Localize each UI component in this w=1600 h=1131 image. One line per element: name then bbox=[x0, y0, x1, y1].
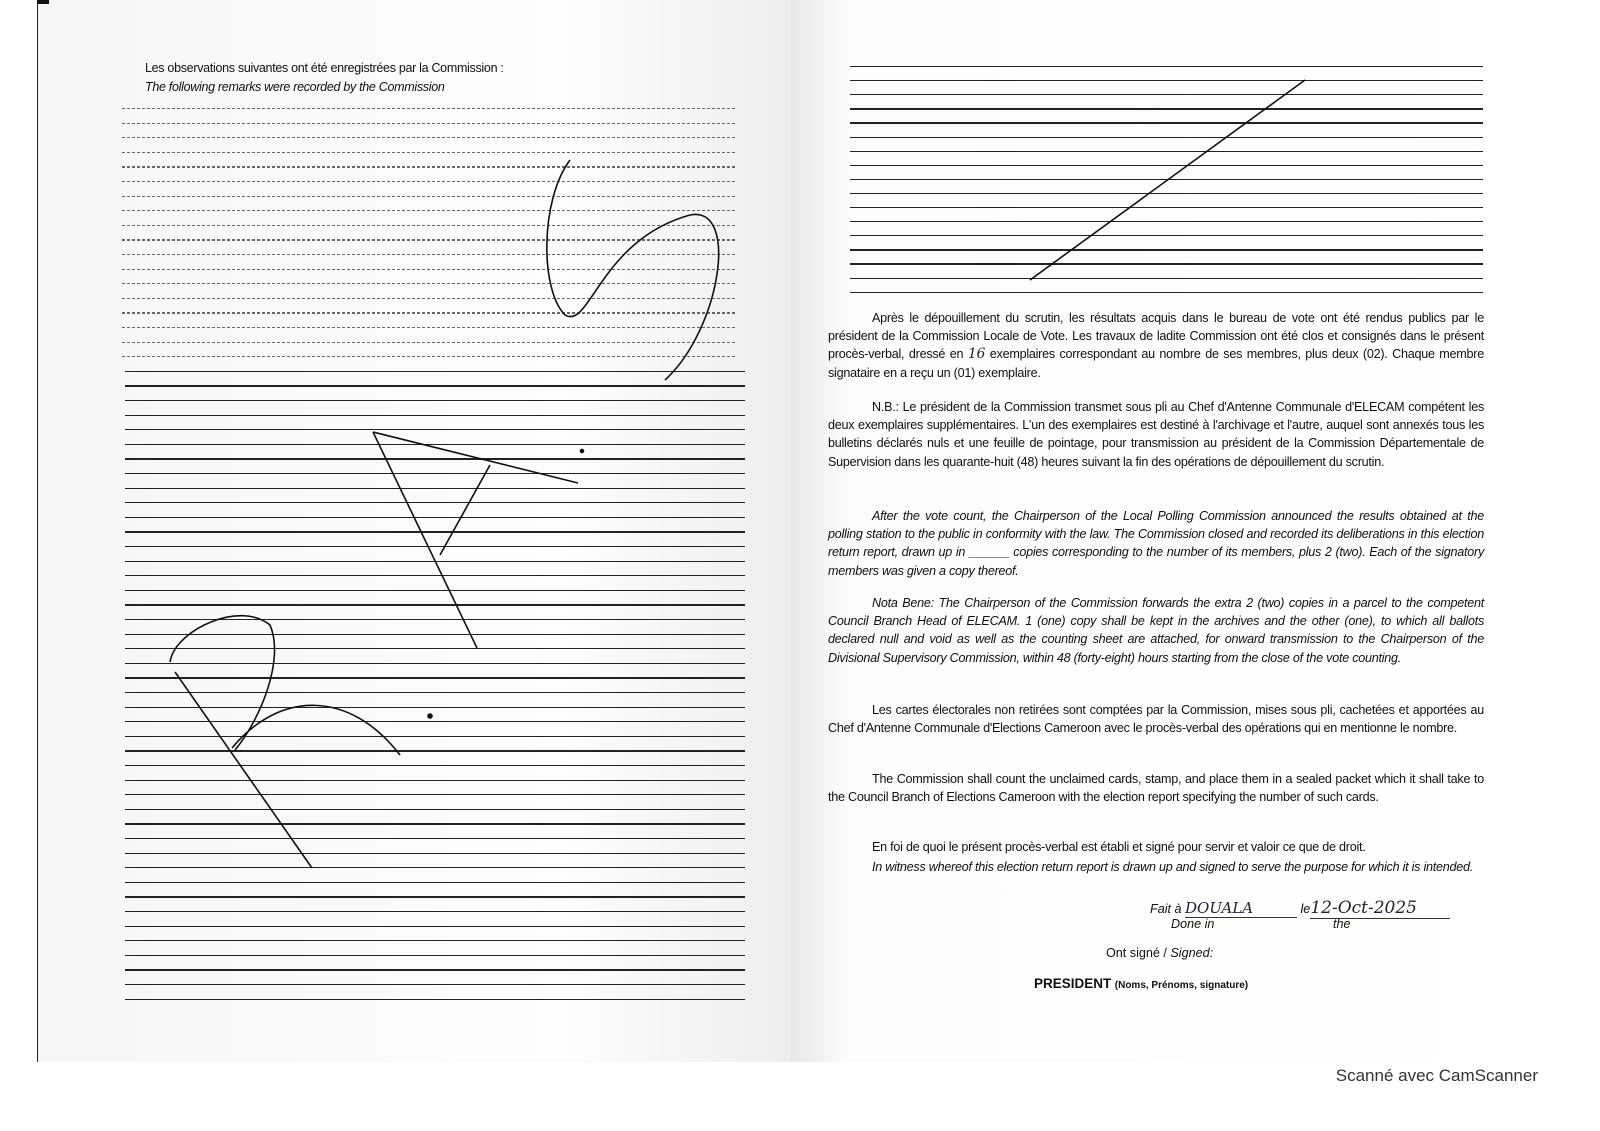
handwritten-p-mark bbox=[170, 616, 400, 868]
place-handwritten: DOUALA bbox=[1185, 899, 1297, 918]
text: N.B.: Le président de la Commission transmet sous pli au Chef d'Antenne Communale d'ELECAM compétent les deux exemplaires supplémentaires. L'un des exemplaires est destiné à l'archivage et l'autre, auquel sont annexés tous les bulletins déclarés nuls et une feuille de pointage, pour transmission au président de la Commission Départementale de Supervision dans les quarante-huit (48) heures suivant la fin des opérations de dépouillement du scrutin. bbox=[828, 400, 1484, 469]
paragraph-fr-cards bbox=[828, 701, 1484, 737]
paragraph-fr-results bbox=[828, 309, 1484, 382]
president-note: (Noms, Prénoms, signature) bbox=[1114, 980, 1249, 991]
copies-handwritten: 16 bbox=[967, 346, 986, 363]
done-at-line bbox=[1150, 898, 1450, 919]
text: exemplaires correspondant au nombre de ses membres, plus deux (02). Chaque membre signataire en a reçu un (01) exemplaire. bbox=[828, 347, 1484, 380]
handwritten-a-mark bbox=[373, 432, 578, 648]
text: The Commission shall count the unclaimed cards, stamp, and place them in a sealed packet which it shall take to the Council Branch of Elections Cameroon with the election report specifying the number of such cards. bbox=[828, 772, 1484, 805]
paragraph-en-cards bbox=[828, 770, 1484, 806]
done-at-label: Fait à bbox=[1150, 902, 1182, 916]
paragraph-en-nota-bene bbox=[828, 594, 1484, 667]
camscanner-watermark: Scanné avec CamScanner bbox=[1335, 1066, 1538, 1085]
president-label: PRESIDENT bbox=[1034, 976, 1112, 991]
remarks-header-en: The following remarks were recorded by the Commission bbox=[145, 80, 445, 94]
text: In witness whereof this election return report is drawn up and signed to serve the purpose for which it is intended. bbox=[872, 860, 1474, 874]
text: Nota Bene: The Chairperson of the Commission forwards the extra 2 (two) copies in a parcel to the competent Council Branch Head of ELECAM. 1 (one) copy shall be kept in the archives and the other (one), to which all ballots declared null and void as well as the counting sheet are attached, for onward transmission to the Chairperson of the Divisional Supervisory Commission, within 48 (forty-eight) hours starting from the close of the vote counting. bbox=[828, 596, 1484, 665]
text: Les cartes électorales non retirées sont comptées par la Commission, mises sous pli, cachetées et apportées au Chef d'Antenne Communale d'Elections Cameroon avec le procès-verbal des opérations qui en mentionne le nombre. bbox=[828, 703, 1484, 736]
text: Après le dépouillement du scrutin, les résultats acquis dans le bureau de vote ont été rendus publics par le président de la Commission Locale de Vote. Les travaux de ladite Commission ont été clos et consignés dans le présent procès-verbal, dressé en bbox=[828, 311, 1484, 362]
date-label: le bbox=[1300, 902, 1311, 916]
text: Ont signé / bbox=[1106, 946, 1167, 960]
signed-label bbox=[1106, 946, 1213, 960]
text: After the vote count, the Chairperson of the Local Polling Commission announced the results obtained at the polling station to the public in conformity with the law. The Commission closed and recorded its deliberations in this election return report, drawn up in ______ copies corresponding to the number of its members, plus 2 (two). Each of the signatory members was given a copy thereof. bbox=[828, 509, 1484, 578]
text: En foi de quoi le présent procès-verbal est établi et signé pour servir et valoir ce que de droit. bbox=[872, 840, 1366, 854]
handwritten-s-mark bbox=[547, 160, 719, 380]
remarks-header-fr: Les observations suivantes ont été enregistrées par la Commission : bbox=[145, 61, 504, 75]
done-in-label: Done in bbox=[1171, 917, 1215, 931]
date-handwritten: 12-Oct-2025 bbox=[1310, 898, 1450, 919]
text: Signed: bbox=[1170, 946, 1214, 960]
witness-fr bbox=[828, 838, 1484, 856]
the-label: the bbox=[1333, 917, 1351, 931]
paragraph-fr-nb bbox=[828, 398, 1484, 471]
paragraph-en-results bbox=[828, 507, 1484, 580]
witness-en bbox=[828, 858, 1484, 876]
president-signature-label bbox=[1034, 976, 1248, 991]
diagonal-strike-line bbox=[1030, 80, 1305, 280]
